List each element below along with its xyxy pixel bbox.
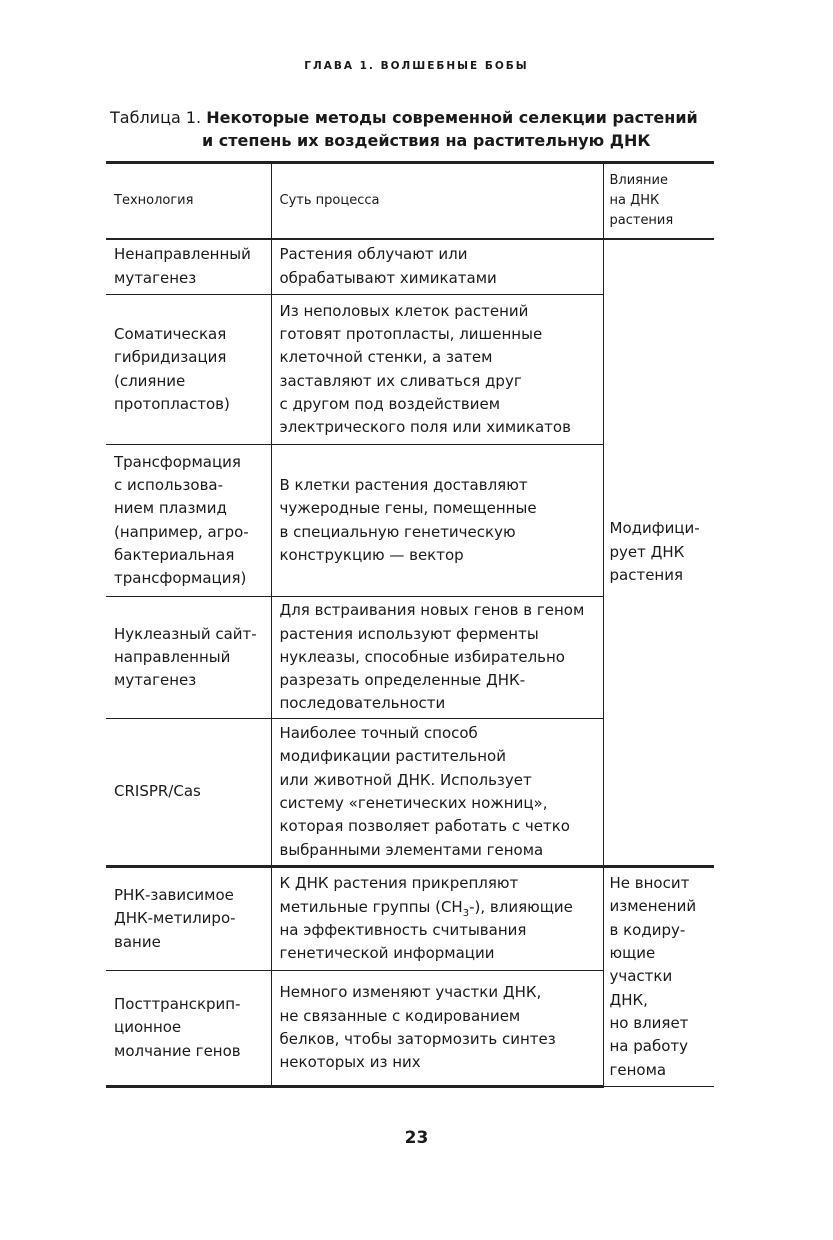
table-row — [106, 867, 714, 971]
page-number: 23 — [404, 1128, 429, 1148]
technology-cell: CRISPR/Cas — [106, 719, 271, 867]
technology-cell: РНК-зависимое ДНК-метилиро- вание — [106, 867, 271, 971]
process-cell: Наиболее точный способ модификации растительной или животной ДНК. Использует систему «генетических ножниц», которая позволяет работать с четко выбранными элементами генома — [271, 719, 603, 867]
running-header: ГЛАВА 1. ВОЛШЕБНЫЕ БОБЫ — [304, 60, 529, 72]
column-header-technology: Технология — [106, 163, 271, 239]
technology-cell: Посттранскрип- ционное молчание генов — [106, 971, 271, 1087]
process-text: -), влияющие на эффективность считывания генетической информации — [279, 897, 573, 963]
column-header-process: Суть процесса — [271, 163, 603, 239]
impact-cell: Не вносит изменений в кодиру- ющие участки ДНК, но влияет на работу генома — [603, 867, 714, 1087]
process-cell: В клетки растения доставляют чужеродные гены, помещенные в специальную генетическую конструкцию — вектор — [271, 445, 603, 597]
process-cell: Для встраивания новых генов в геном растения используют ферменты нуклеазы, способные избирательно разрезать определенные ДНК- последовательности — [271, 597, 603, 719]
table-label: Таблица 1. — [110, 108, 202, 127]
table-row — [106, 239, 714, 295]
technology-cell: Ненаправленный мутагенез — [106, 239, 271, 295]
impact-cell: Модифици- рует ДНК растения — [603, 239, 714, 867]
column-header-impact: Влияние на ДНК растения — [603, 163, 714, 239]
process-text: К ДНК растения прикрепляют метильные группы (CH — [279, 874, 519, 916]
table-header-row — [106, 163, 714, 239]
table-title — [106, 106, 714, 152]
table-title-line1: Некоторые методы современной селекции растений — [206, 108, 698, 127]
process-cell: Растения облучают или обрабатывают химикатами — [271, 239, 603, 295]
process-cell: Немного изменяют участки ДНК, не связанные с кодированием белков, чтобы затормозить синтез некоторых из них — [271, 971, 603, 1087]
table-title-line2: и степень их воздействия на растительную ДНК — [202, 131, 651, 150]
subscript: 3 — [462, 907, 470, 919]
technology-cell: Нуклеазный сайт- направленный мутагенез — [106, 597, 271, 719]
process-cell — [271, 867, 603, 971]
process-cell: Из неполовых клеток растений готовят протопласты, лишенные клеточной стенки, а затем заставляют их сливаться друг с другом под воздействием электрического поля или химикатов — [271, 295, 603, 445]
technology-cell: Трансформация с использова- нием плазмид (например, агро- бактериальная трансформация) — [106, 445, 271, 597]
methods-table — [106, 161, 714, 1088]
technology-cell: Соматическая гибридизация (слияние протопластов) — [106, 295, 271, 445]
